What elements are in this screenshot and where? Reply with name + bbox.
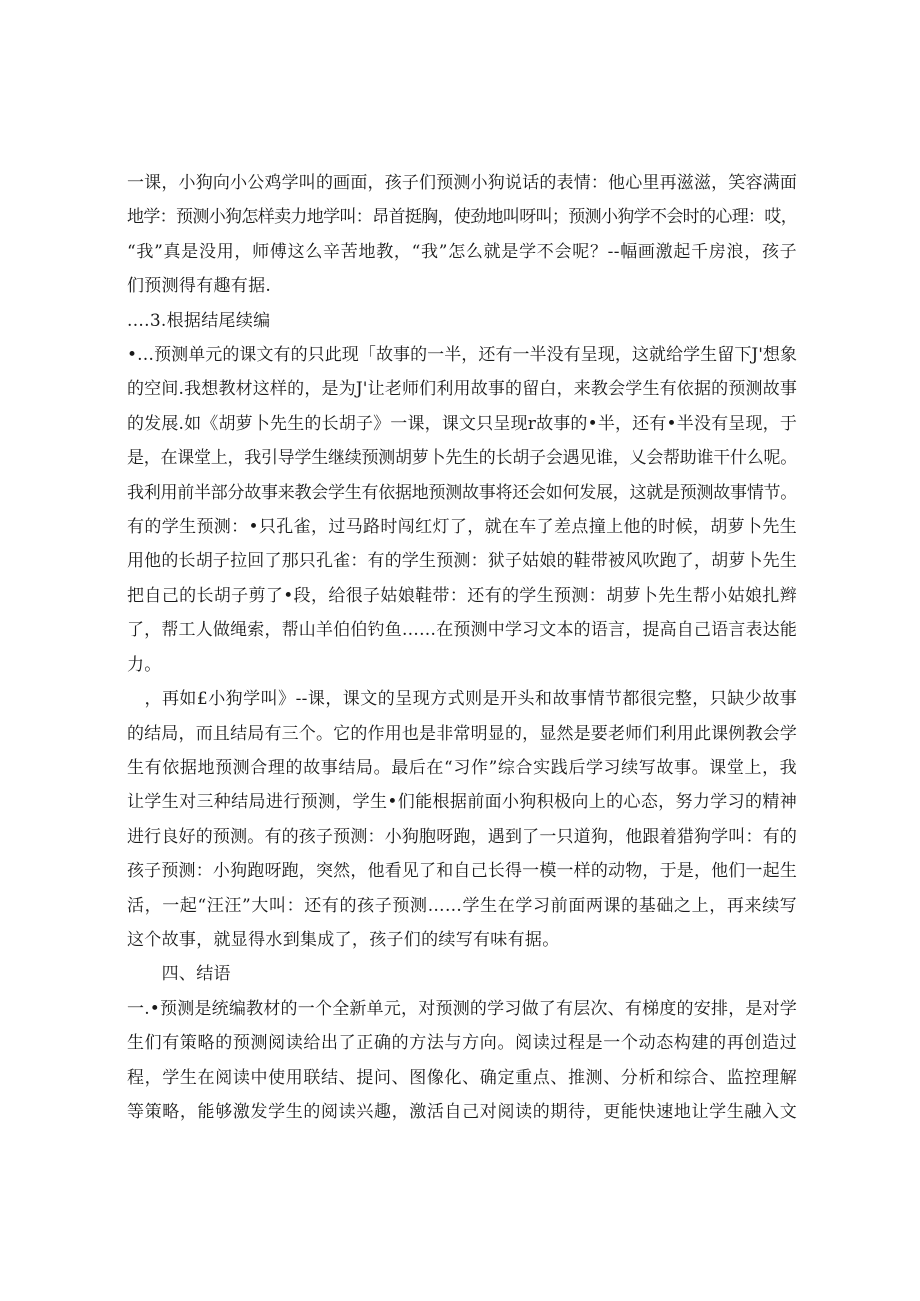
text-line: “我”真是没用，师傅这么辛苦地教，“我”怎么就是学不会呢？--幅画激起千房浪，孩子 xyxy=(127,241,797,262)
text-line: 们预测得有趣有据. xyxy=(127,276,272,297)
text-line: 了，帮工人做绳索，帮山羊伯伯钓鱼……在预测中学习文本的语言，提高自己语言表达能 xyxy=(127,620,797,641)
document-body xyxy=(127,166,797,1129)
paragraph-conclusion xyxy=(127,992,797,1130)
text-line: 生有依据地预测合理的故事结局。最后在“习作”综合实践后学习续写故事。课堂上，我 xyxy=(127,757,797,778)
section-heading-3 xyxy=(127,304,797,338)
text-line: ，再如£小狗学叫》--课，课文的呈现方式则是开头和故事情节都很完整，只缺少故事 xyxy=(127,689,797,710)
paragraph-ending-continuation xyxy=(127,338,797,682)
paragraph-prediction-pictures xyxy=(127,166,797,304)
text-line: 孩子预测：小狗跑呀跑，突然，他看见了和自己长得一模一样的动物，于是，他们一起生 xyxy=(127,861,797,882)
text-line: 程，学生在阅读中使用联结、提问、图像化、确定重点、推测、分析和综合、监控理解 xyxy=(127,1067,797,1088)
text-line: 力。 xyxy=(127,654,162,675)
text-line: 这个故事，就显得水到集成了，孩子们的续写有味有据。 xyxy=(127,929,560,950)
text-line: 的结局，而且结局有三个。它的作用也是非常明显的，显然是要老师们利用此课例教会学 xyxy=(127,723,797,744)
text-line: 我利用前半部分故事来教会学生有依据地预测故事将还会如何发展，这就是预测故事情节。 xyxy=(127,482,797,503)
text-line: 是，在课堂上，我引导学生继续预测胡萝卜先生的长胡子会遇见谁，乂会帮助谁干什么呢。 xyxy=(127,448,797,469)
paragraph-puppy-example xyxy=(127,682,797,957)
text-line: 等策略，能够激发学生的阅读兴趣，激活自己对阅读的期待，更能快速地让学生融入文 xyxy=(127,1101,797,1122)
section-heading-4 xyxy=(127,957,797,991)
text-line: 让学生对三种结局进行预测，学生•们能根据前面小狗积极向上的心态，努力学习的精神 xyxy=(127,792,797,813)
text-line: 生们有策略的预测阅读给出了正确的方法与方向。阅读过程是一个动态构建的再创造过 xyxy=(127,1033,797,1054)
text-line: 地学：预测小狗怎样卖力地学叫：昂首挺胸，使劲地叫呀叫；预测小狗学不会时的心理：哎， xyxy=(127,207,797,228)
text-line: 的发展.如《胡萝卜先生的长胡子》一课，课文只呈现r故事的•半，还有•半没有呈现，于 xyxy=(127,413,797,434)
heading-text: 四、结语 xyxy=(127,964,231,985)
text-line: 用他的长胡子拉回了那只孔雀：有的学生预测：狱子姑娘的鞋带被风吹跑了，胡萝卜先生 xyxy=(127,551,797,572)
text-line: 一.•预测是统编教材的一个全新单元，对预测的学习做了有层次、有梯度的安排，是对学 xyxy=(127,998,797,1019)
text-line: 的空间.我想教材这样的，是为J'让老师们利用故事的留白，来教会学生有依据的预测故事 xyxy=(127,379,797,400)
text-line: 进行良好的预测。有的孩子预测：小狗胞呀跑，遇到了一只道狗，他跟着猎狗学叫：有的 xyxy=(127,826,797,847)
text-line: 把自己的长胡子剪了•段，给很子姑娘鞋带：还有的学生预测：胡萝卜先生帮小姑娘扎辫 xyxy=(127,585,797,606)
text-line: 有的学生预测：•只孔雀，过马路时闯红灯了，就在车了差点撞上他的时候，胡萝卜先生 xyxy=(127,517,797,538)
text-line: •…预测单元的课文有的只此现「故事的一半，还有一半没有呈现，这就给学生留下J'想象 xyxy=(127,345,797,366)
text-line: 一课，小狗向小公鸡学叫的画面，孩子们预测小狗说话的表情：他心里再滋滋，笑容满面 xyxy=(127,173,797,193)
text-line: 活，一起“汪汪”大叫：还有的孩子预测……学生在学习前面两课的基础之上，再来续写 xyxy=(127,895,797,916)
heading-text: ....3.根据结尾续编 xyxy=(127,310,271,331)
